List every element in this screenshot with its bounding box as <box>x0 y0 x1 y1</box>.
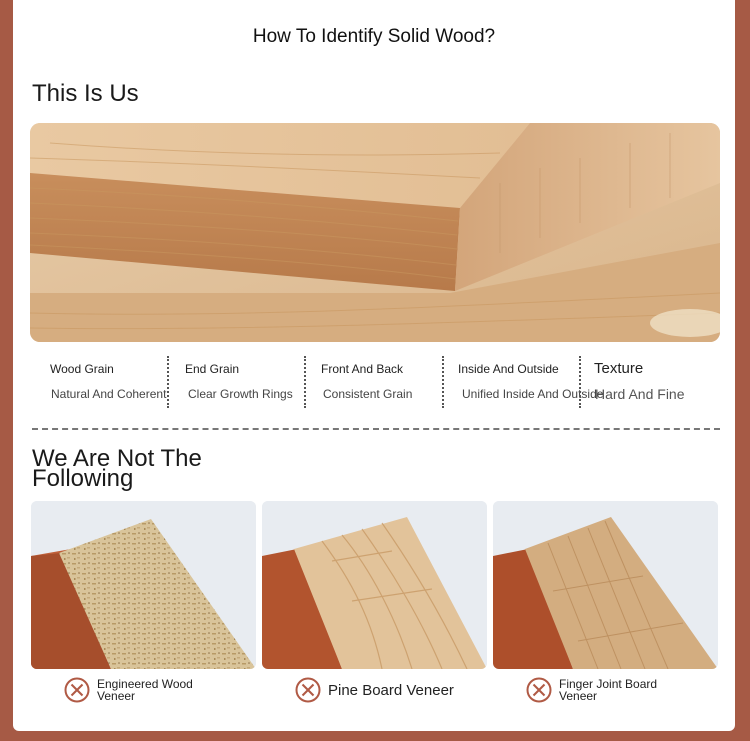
x-circle-icon <box>295 677 321 703</box>
feature-title: End Grain <box>185 362 240 376</box>
divider <box>579 356 581 408</box>
section-title-this-is-us: This Is Us <box>32 80 139 107</box>
feature-desc: Unified Inside And Outside <box>462 387 604 401</box>
x-circle-icon <box>526 677 552 703</box>
solid-wood-photo <box>30 123 720 342</box>
feature-desc: Clear Growth Rings <box>188 387 293 401</box>
divider <box>167 356 169 408</box>
content-card <box>13 0 735 731</box>
not-item-label: Finger Joint Board Veneer <box>559 677 658 703</box>
divider <box>304 356 306 408</box>
x-circle-icon <box>64 677 90 703</box>
feature-desc: Natural And Coherent <box>51 387 167 401</box>
feature-strip <box>30 354 720 410</box>
section-title-not-us: We Are Not The Following <box>32 445 202 492</box>
page-title: How To Identify Solid Wood? <box>252 26 496 47</box>
feature-title: Inside And Outside <box>458 362 559 376</box>
feature-title: Texture <box>594 360 644 377</box>
not-item-label: Pine Board Veneer <box>328 682 454 699</box>
section-divider <box>32 428 720 430</box>
feature-desc: Consistent Grain <box>323 387 413 401</box>
pine-board-photo <box>262 501 487 669</box>
divider <box>442 356 444 408</box>
feature-title: Front And Back <box>321 362 404 376</box>
finger-joint-photo <box>493 501 718 669</box>
feature-desc: Hard And Fine <box>595 386 685 402</box>
feature-title: Wood Grain <box>50 362 114 376</box>
not-item-label: Engineered Wood Veneer <box>97 677 193 703</box>
engineered-wood-photo <box>31 501 256 669</box>
